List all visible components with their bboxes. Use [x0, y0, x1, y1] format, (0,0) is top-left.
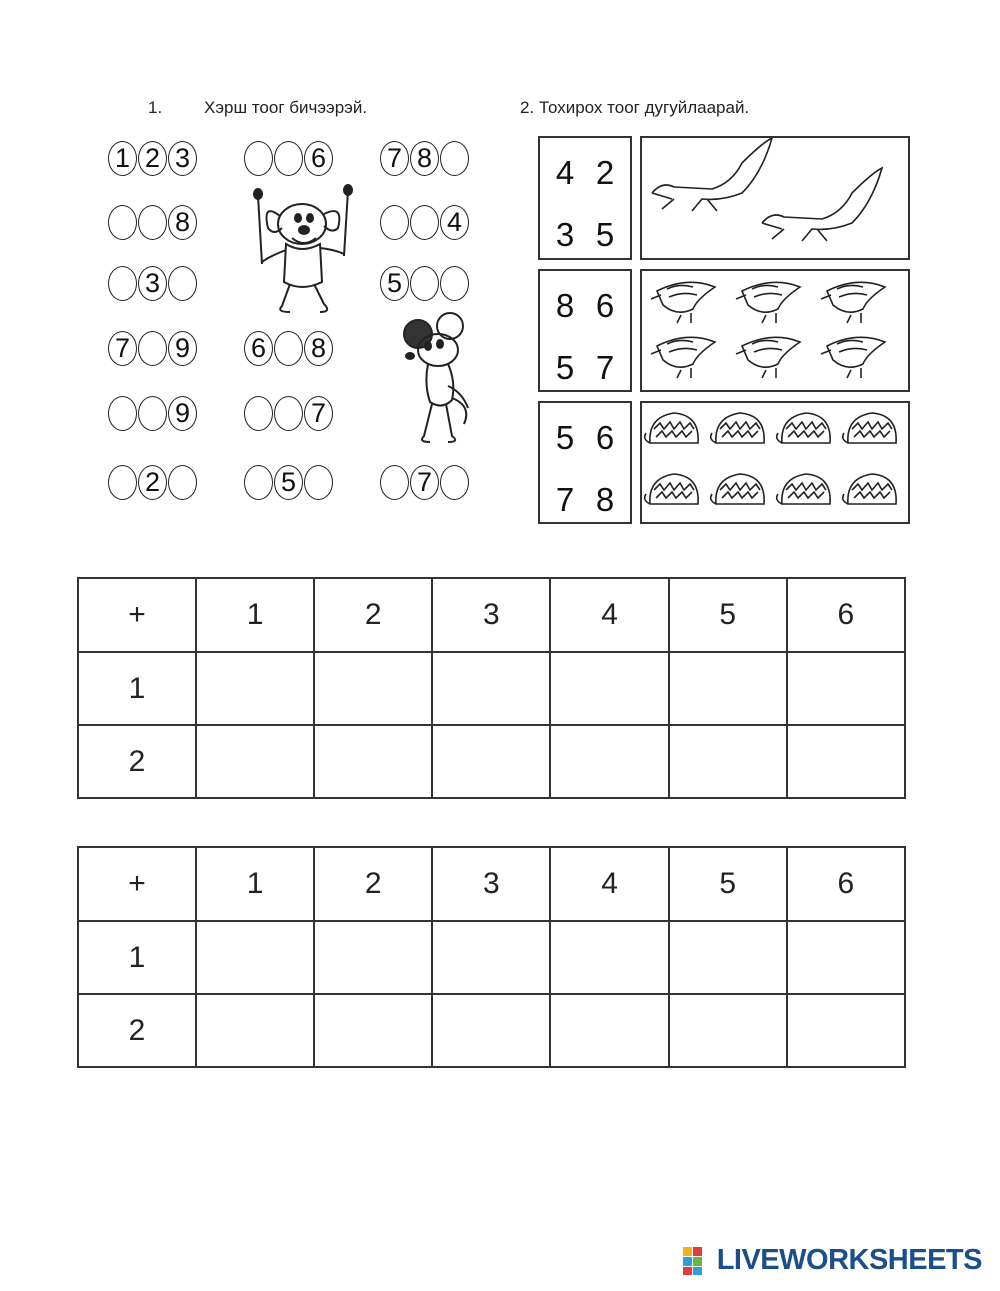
table-corner-plus: +	[78, 847, 196, 921]
blank-number-circle[interactable]	[108, 266, 137, 301]
table-column-header: 2	[314, 847, 432, 921]
number-circle: 7	[304, 396, 333, 431]
number-sequence	[244, 396, 334, 431]
number-circle: 2	[138, 141, 167, 176]
number-circle: 6	[304, 141, 333, 176]
answer-cell[interactable]	[669, 725, 787, 798]
table-column-header: 4	[550, 847, 668, 921]
fox-icon	[762, 168, 882, 241]
number-circle: 3	[138, 266, 167, 301]
table-column-header: 4	[550, 578, 668, 652]
table-column-header: 5	[669, 578, 787, 652]
number-circle: 5	[380, 266, 409, 301]
answer-cell[interactable]	[787, 652, 905, 725]
blank-number-circle[interactable]	[410, 205, 439, 240]
number-circle: 5	[274, 465, 303, 500]
blank-number-circle[interactable]	[410, 266, 439, 301]
blank-number-circle[interactable]	[108, 396, 137, 431]
table-column-header: 6	[787, 847, 905, 921]
blank-number-circle[interactable]	[244, 465, 273, 500]
table-column-header: 1	[196, 847, 314, 921]
number-circle: 2	[138, 465, 167, 500]
number-choice[interactable]: 4	[555, 154, 575, 191]
table-column-header: 2	[314, 578, 432, 652]
number-sequence	[108, 331, 198, 366]
hedgehogs-picture	[640, 401, 910, 524]
blank-number-circle[interactable]	[244, 141, 273, 176]
hedgehog-icon	[645, 474, 698, 504]
blank-number-circle[interactable]	[138, 331, 167, 366]
answer-cell[interactable]	[432, 921, 550, 994]
number-choices-box	[538, 269, 632, 392]
number-circle: 7	[108, 331, 137, 366]
number-sequence	[380, 141, 470, 176]
hedgehog-icon	[645, 413, 698, 443]
answer-cell[interactable]	[787, 994, 905, 1067]
number-choice[interactable]: 3	[555, 216, 575, 253]
table-column-header: 6	[787, 578, 905, 652]
number-sequence	[380, 205, 470, 240]
number-circle: 7	[410, 465, 439, 500]
logo-text: LIVEWORKSHEETS	[716, 1244, 982, 1276]
number-sequence	[380, 465, 470, 500]
task1-title: Хэрш тоог бичээрэй.	[204, 98, 368, 117]
answer-cell[interactable]	[550, 994, 668, 1067]
addition-table-1	[77, 577, 906, 799]
table-row	[78, 725, 905, 798]
answer-cell[interactable]	[196, 725, 314, 798]
table-column-header: 3	[432, 847, 550, 921]
number-choices-box	[538, 136, 632, 260]
answer-cell[interactable]	[787, 921, 905, 994]
blank-number-circle[interactable]	[108, 465, 137, 500]
hedgehog-icon	[711, 413, 764, 443]
number-sequence	[108, 465, 198, 500]
number-circle: 1	[108, 141, 137, 176]
table-row	[78, 921, 905, 994]
answer-cell[interactable]	[314, 994, 432, 1067]
bird-icon	[651, 337, 715, 378]
table-row-header: 1	[78, 652, 196, 725]
answer-cell[interactable]	[550, 652, 668, 725]
answer-cell[interactable]	[432, 652, 550, 725]
blank-number-circle[interactable]	[440, 465, 469, 500]
bird-icon	[821, 282, 885, 323]
number-circle: 8	[410, 141, 439, 176]
answer-cell[interactable]	[314, 725, 432, 798]
table-column-header: 3	[432, 578, 550, 652]
blank-number-circle[interactable]	[440, 266, 469, 301]
blank-number-circle[interactable]	[380, 465, 409, 500]
blank-number-circle[interactable]	[138, 205, 167, 240]
number-choice[interactable]: 6	[595, 287, 615, 324]
number-choice[interactable]: 5	[595, 216, 615, 253]
number-sequence	[108, 141, 198, 176]
hedgehog-icon	[843, 413, 896, 443]
answer-cell[interactable]	[314, 921, 432, 994]
hedgehog-icon	[777, 413, 830, 443]
bird-icon	[736, 337, 800, 378]
answer-cell[interactable]	[432, 725, 550, 798]
number-choices-box	[538, 401, 632, 524]
number-sequence	[108, 396, 198, 431]
table-corner-plus: +	[78, 578, 196, 652]
bird-icon	[651, 282, 715, 323]
number-sequence	[244, 465, 334, 500]
hedgehog-icon	[843, 474, 896, 504]
addition-table-2	[77, 846, 906, 1068]
answer-cell[interactable]	[669, 921, 787, 994]
number-circle: 7	[380, 141, 409, 176]
birds-picture	[640, 269, 910, 392]
answer-cell[interactable]	[196, 994, 314, 1067]
number-choice[interactable]: 2	[595, 154, 615, 191]
number-circle: 9	[168, 396, 197, 431]
number-circle: 9	[168, 331, 197, 366]
hedgehog-icon	[777, 474, 830, 504]
answer-cell[interactable]	[787, 725, 905, 798]
blank-number-circle[interactable]	[168, 465, 197, 500]
number-circle: 8	[304, 331, 333, 366]
number-choice[interactable]: 8	[595, 481, 615, 518]
blank-number-circle[interactable]	[138, 396, 167, 431]
number-choice[interactable]: 7	[555, 481, 575, 518]
foxes-picture	[640, 136, 910, 260]
answer-cell[interactable]	[550, 725, 668, 798]
fox-icon	[652, 138, 772, 211]
blank-number-circle[interactable]	[380, 205, 409, 240]
task1-number: 1.	[148, 98, 163, 117]
answer-cell[interactable]	[669, 994, 787, 1067]
blank-number-circle[interactable]	[244, 396, 273, 431]
answer-cell[interactable]	[196, 652, 314, 725]
number-choice[interactable]: 5	[555, 419, 575, 456]
mouse-picture	[398, 312, 478, 450]
dog-drummer-picture	[240, 184, 358, 319]
blank-number-circle[interactable]	[304, 465, 333, 500]
number-circle: 3	[168, 141, 197, 176]
number-sequence	[108, 205, 198, 240]
table-column-header: 1	[196, 578, 314, 652]
table-column-header: 5	[669, 847, 787, 921]
liveworksheets-logo	[683, 1244, 982, 1277]
bird-icon	[821, 337, 885, 378]
number-circle: 8	[168, 205, 197, 240]
number-choice[interactable]: 8	[555, 287, 575, 324]
number-sequence	[108, 266, 198, 301]
blank-number-circle[interactable]	[274, 331, 303, 366]
table-row-header: 2	[78, 994, 196, 1067]
blank-number-circle[interactable]	[440, 141, 469, 176]
number-choice[interactable]: 5	[555, 349, 575, 386]
bird-icon	[736, 282, 800, 323]
answer-cell[interactable]	[550, 921, 668, 994]
answer-cell[interactable]	[669, 652, 787, 725]
table-row	[78, 994, 905, 1067]
table-row	[78, 652, 905, 725]
task2-title: 2. Тохирох тоог дугуйлаарай.	[520, 98, 750, 117]
number-choice[interactable]: 6	[595, 419, 615, 456]
number-circle: 6	[244, 331, 273, 366]
blank-number-circle[interactable]	[274, 141, 303, 176]
logo-blocks-icon	[683, 1247, 713, 1275]
blank-number-circle[interactable]	[108, 205, 137, 240]
table-row-header: 2	[78, 725, 196, 798]
blank-number-circle[interactable]	[168, 266, 197, 301]
table-row-header: 1	[78, 921, 196, 994]
answer-cell[interactable]	[196, 921, 314, 994]
blank-number-circle[interactable]	[274, 396, 303, 431]
answer-cell[interactable]	[432, 994, 550, 1067]
number-sequence	[380, 266, 470, 301]
number-circle: 4	[440, 205, 469, 240]
answer-cell[interactable]	[314, 652, 432, 725]
number-choice[interactable]: 7	[595, 349, 615, 386]
hedgehog-icon	[711, 474, 764, 504]
number-sequence	[244, 331, 334, 366]
number-sequence	[244, 141, 334, 176]
